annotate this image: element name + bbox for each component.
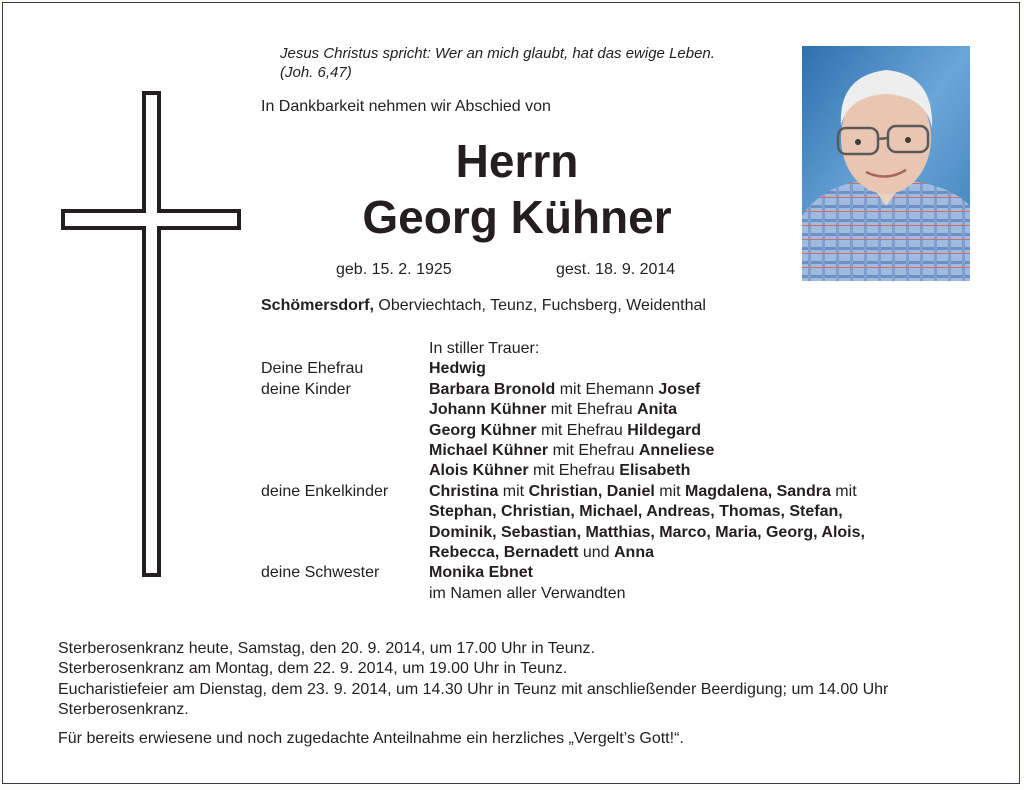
cross-icon [61, 91, 243, 579]
salutation: Herrn [455, 135, 579, 187]
relatives-row [261, 584, 969, 604]
mourners-list [261, 339, 969, 604]
children-row: Johann Kühner mit Ehefrau Anita [429, 401, 678, 419]
wife-name: Hedwig [429, 360, 486, 378]
grandchildren-row: Stephan, Christian, Michael, Andreas, Thomas, Stefan, [429, 503, 843, 521]
child-name: Johann Kühner [429, 401, 547, 419]
bible-quote [280, 44, 715, 82]
quote-line: Jesus Christus spricht: Wer an mich glaubt, hat das ewige Leben. [280, 45, 715, 62]
spouse-name: Josef [658, 380, 701, 398]
deceased-name: Georg Kühner [362, 191, 672, 243]
spouse-name: Hildegard [627, 421, 702, 439]
children-row: Michael Kühner mit Ehefrau Anneliese [429, 442, 715, 460]
places [261, 297, 706, 315]
relation-label: deine Kinder [261, 380, 351, 398]
relation-label: deine Schwester [261, 564, 380, 582]
death-date: gest. 18. 9. 2014 [556, 261, 676, 278]
grandchildren-row: Rebecca, Bernadett und Anna [429, 544, 654, 562]
mourners-header-row [261, 339, 969, 359]
child-name: Georg Kühner [429, 421, 537, 439]
obituary-notice [2, 2, 1020, 784]
service-line: Sterberosenkranz am Montag, dem 22. 9. 2014, um 19.00 Uhr in Teunz. [58, 660, 568, 678]
other-places: Oberviechtach, Teunz, Fuchsberg, Weidenthal [373, 297, 706, 314]
spouse-name: Anita [637, 401, 678, 419]
thanks-line: Für bereits erwiesene und noch zugedachte Anteilnahme ein herzliches „Vergelt’s Gott!“. [58, 729, 684, 747]
portrait-photo [802, 46, 970, 281]
child-name: Alois Kühner [429, 462, 529, 480]
grandchildren-row: Dominik, Sebastian, Matthias, Marco, Maria, Georg, Alois, [429, 523, 865, 541]
spouse-name: Elisabeth [619, 462, 691, 480]
service-line: Sterberosenkranz heute, Samstag, den 20. 9. 2014, um 17.00 Uhr in Teunz. [58, 640, 595, 657]
children-row: Georg Kühner mit Ehefrau Hildegard [429, 421, 702, 439]
grandchildren-row: deine Enkelkinder Christina mit Christian, Daniel mit Magdalena, Sandra mit [261, 482, 969, 502]
children-row: Alois Kühner mit Ehefrau Elisabeth [429, 462, 691, 480]
relatives-note: im Namen aller Verwandten [429, 584, 626, 602]
child-name: Michael Kühner [429, 442, 549, 460]
services-info [58, 639, 993, 749]
spouse-name: Anneliese [638, 442, 715, 460]
sister-row [261, 563, 969, 583]
main-place: Schömersdorf, [261, 297, 374, 314]
relation-label: deine Enkelkinder [261, 482, 389, 500]
child-name: Barbara Bronold [429, 380, 556, 398]
sister-name: Monika Ebnet [429, 564, 534, 582]
children-row: deine Kinder Barbara Bronold mit Ehemann Josef [261, 380, 969, 400]
mourners-header: In stiller Trauer: [429, 340, 540, 357]
relation-label: Deine Ehefrau [261, 360, 364, 378]
service-line: Eucharistiefeier am Dienstag, dem 23. 9. 2014, um 14.30 Uhr in Teunz mit anschließender Beerdigung; um 14.00 Uhr Sterberosenkranz. [58, 680, 889, 719]
quote-reference: (Joh. 6,47) [280, 64, 352, 81]
birth-date: geb. 15. 2. 1925 [336, 261, 452, 278]
wife-row [261, 359, 969, 379]
intro-text: In Dankbarkeit nehmen wir Abschied von [261, 98, 551, 115]
